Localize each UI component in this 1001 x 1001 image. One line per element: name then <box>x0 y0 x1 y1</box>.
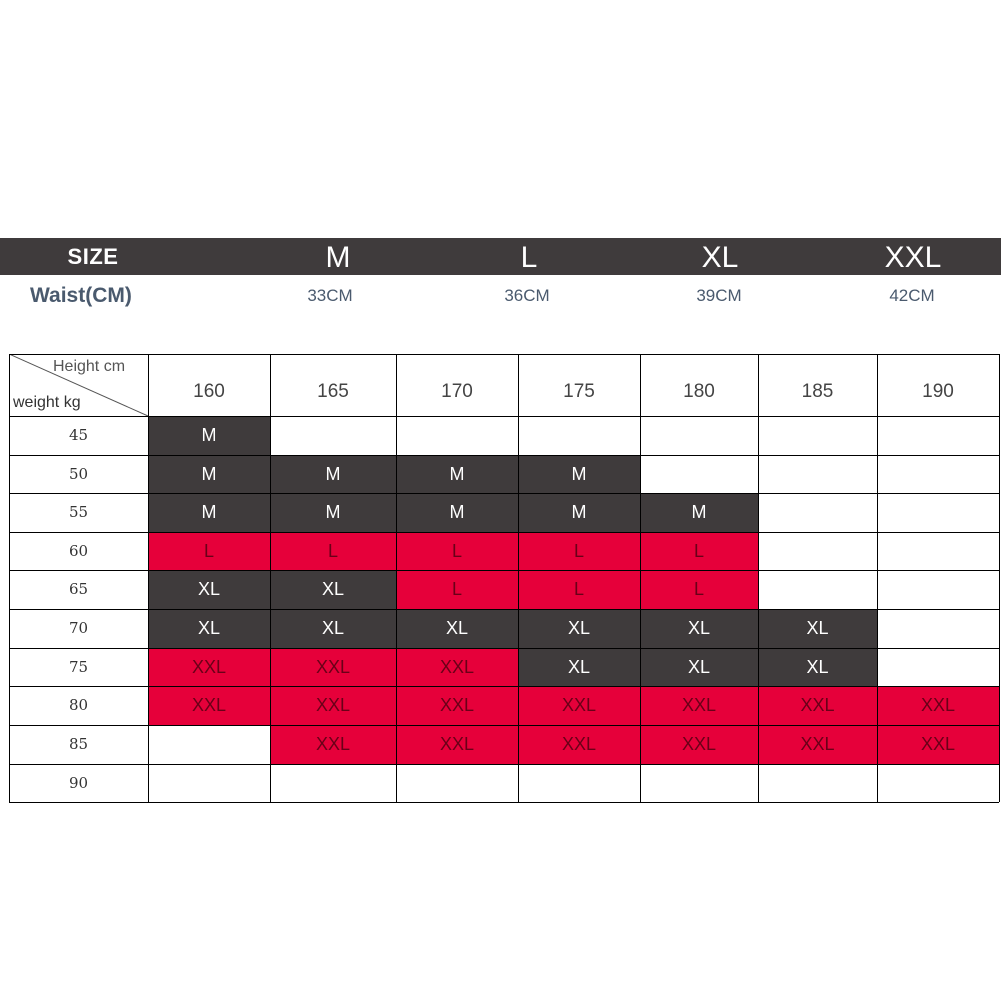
waist-label: Waist(CM) <box>30 284 132 307</box>
grid-col-line <box>518 354 519 802</box>
size-cell: L <box>640 570 758 609</box>
grid-row-line <box>9 648 999 649</box>
size-cell <box>148 764 270 802</box>
weight-header: 45 <box>68 426 89 444</box>
size-cell: L <box>270 532 396 570</box>
size-xxl: XXL <box>884 241 942 274</box>
size-cell: XXL <box>518 725 640 764</box>
grid-col-line <box>999 354 1000 802</box>
size-cell: L <box>396 570 518 609</box>
size-header-bar <box>0 238 1001 275</box>
size-cell <box>148 725 270 764</box>
size-cell: M <box>148 493 270 532</box>
size-xl: XL <box>701 241 739 274</box>
size-cell <box>758 570 877 609</box>
size-cell <box>270 764 396 802</box>
height-axis-label: Height cm <box>53 358 126 375</box>
size-cell <box>270 416 396 455</box>
size-cell: M <box>518 455 640 493</box>
size-cell: XL <box>640 648 758 686</box>
size-cell: L <box>518 532 640 570</box>
size-cell: L <box>640 532 758 570</box>
size-cell: XXL <box>270 686 396 725</box>
size-cell <box>396 764 518 802</box>
size-chart-table <box>9 354 1001 803</box>
size-cell: XXL <box>877 686 999 725</box>
size-cell <box>877 455 999 493</box>
waist-l: 36CM <box>504 286 550 305</box>
grid-row-line <box>9 802 999 803</box>
size-cell: M <box>640 493 758 532</box>
size-cell <box>758 416 877 455</box>
size-cell <box>877 532 999 570</box>
weight-axis-label: weight kg <box>13 394 81 411</box>
weight-header: 90 <box>68 774 89 792</box>
size-cell <box>396 416 518 455</box>
grid-row-line <box>9 455 999 456</box>
size-cell <box>758 532 877 570</box>
size-cell: M <box>396 455 518 493</box>
weight-header: 65 <box>68 580 89 598</box>
size-label: SIZE <box>67 244 119 269</box>
size-cell <box>758 493 877 532</box>
grid-col-line <box>148 354 149 802</box>
size-cell: XXL <box>758 725 877 764</box>
size-cell: M <box>518 493 640 532</box>
waist-m: 33CM <box>307 286 353 305</box>
size-cell: M <box>396 493 518 532</box>
size-cell: XXL <box>148 648 270 686</box>
size-cell: XL <box>148 570 270 609</box>
weight-header: 75 <box>68 658 89 676</box>
size-cell: XXL <box>396 686 518 725</box>
weight-header: 55 <box>68 503 89 521</box>
size-cell: XXL <box>640 725 758 764</box>
grid-row-line <box>9 764 999 765</box>
size-cell: L <box>148 532 270 570</box>
size-cell <box>640 764 758 802</box>
height-header: 185 <box>801 381 834 402</box>
size-cell <box>518 764 640 802</box>
height-header: 180 <box>683 381 715 402</box>
size-cell: XL <box>396 609 518 648</box>
size-cell: XXL <box>396 648 518 686</box>
size-l: L <box>520 241 538 274</box>
size-cell <box>877 493 999 532</box>
grid-row-line <box>9 532 999 533</box>
size-cell: XXL <box>270 648 396 686</box>
grid-row-line <box>9 416 999 417</box>
grid-col-line <box>877 354 878 802</box>
size-cell: M <box>148 416 270 455</box>
size-m: M <box>325 241 351 274</box>
height-header: 190 <box>922 381 954 402</box>
waist-row <box>0 276 1001 316</box>
size-cell: XL <box>270 609 396 648</box>
waist-xxl: 42CM <box>889 286 935 305</box>
size-cell: M <box>270 455 396 493</box>
size-cell: L <box>518 570 640 609</box>
grid-row-line <box>9 493 999 494</box>
grid-row-line <box>9 609 999 610</box>
size-cell: XL <box>758 648 877 686</box>
grid-row-line <box>9 686 999 687</box>
size-cell <box>877 648 999 686</box>
size-cell: XL <box>640 609 758 648</box>
size-cell <box>877 609 999 648</box>
size-cell <box>758 455 877 493</box>
size-cell: XXL <box>148 686 270 725</box>
grid-col-line <box>396 354 397 802</box>
size-cell: XL <box>518 609 640 648</box>
size-cell <box>640 455 758 493</box>
size-cell: L <box>396 532 518 570</box>
grid-row-line <box>9 570 999 571</box>
size-cell: XXL <box>640 686 758 725</box>
size-cell <box>877 764 999 802</box>
size-cell: XXL <box>877 725 999 764</box>
waist-xl: 39CM <box>696 286 742 305</box>
size-cell: M <box>148 455 270 493</box>
size-cell <box>758 764 877 802</box>
size-cell: XXL <box>270 725 396 764</box>
height-header: 160 <box>193 381 225 402</box>
weight-header: 85 <box>68 735 89 753</box>
grid-col-line <box>758 354 759 802</box>
size-cell <box>640 416 758 455</box>
grid-row-line <box>9 725 999 726</box>
size-cell: XL <box>148 609 270 648</box>
grid-col-line <box>9 354 10 802</box>
grid-col-line <box>270 354 271 802</box>
size-cell: XXL <box>518 686 640 725</box>
size-cell: XXL <box>396 725 518 764</box>
size-cell: XL <box>758 609 877 648</box>
size-cell: XL <box>518 648 640 686</box>
height-header: 175 <box>563 381 595 402</box>
weight-header: 50 <box>68 465 89 483</box>
weight-header: 70 <box>68 619 89 637</box>
grid-col-line <box>640 354 641 802</box>
size-cell: XXL <box>758 686 877 725</box>
grid-row-line <box>9 354 999 355</box>
size-cell: M <box>270 493 396 532</box>
height-header: 170 <box>441 381 473 402</box>
size-cell: XL <box>270 570 396 609</box>
height-header: 165 <box>317 381 349 402</box>
size-cell <box>877 570 999 609</box>
weight-header: 60 <box>68 542 89 560</box>
size-cell <box>877 416 999 455</box>
size-cell <box>518 416 640 455</box>
weight-header: 80 <box>68 696 89 714</box>
